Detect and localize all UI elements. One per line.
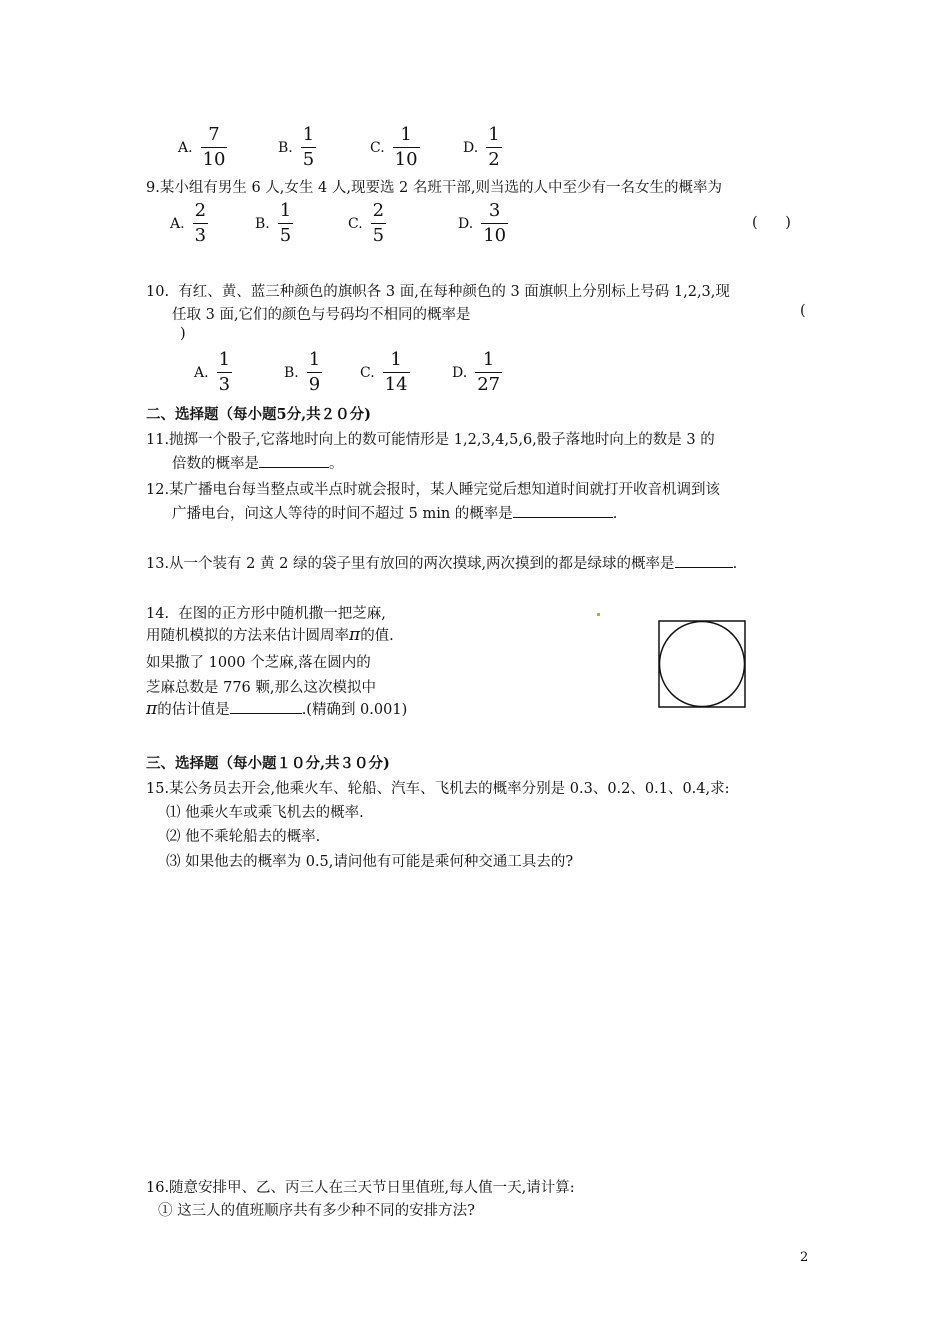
fraction: $\frac{1}{2}$ bbox=[488, 124, 500, 170]
q14-line1: 14. 在图的正方形中随机撒一把芝麻, bbox=[146, 606, 386, 622]
answer-blank[interactable] bbox=[259, 453, 329, 468]
page-number: 2 bbox=[800, 1250, 809, 1265]
pi-symbol: π bbox=[349, 625, 361, 645]
q10-option-c: C. $\frac{1}{14}$ bbox=[360, 349, 408, 395]
q8-option-d: D. $\frac{1}{2}$ bbox=[463, 124, 500, 170]
pi-symbol: π bbox=[146, 699, 158, 719]
q14-line4: 芝麻总数是 776 颗,那么这次模拟中 bbox=[146, 680, 377, 696]
q9-option-a: A. $\frac{2}{3}$ bbox=[170, 200, 207, 246]
q12-line1: 12.某广播电台每当整点或半点时就会报时，某人睡完觉后想知道时间就打开收音机调到该 bbox=[146, 482, 721, 498]
fraction: $\frac{1}{5}$ bbox=[279, 200, 292, 246]
q10-line1: 10. 有红、黄、蓝三种颜色的旗帜各 3 面,在每种颜色的 3 面旗帜上分别标上号码 1,2,3,现 bbox=[146, 284, 730, 300]
q10-paren-close: ) bbox=[180, 326, 186, 342]
fraction: $\frac{1}{3}$ bbox=[218, 349, 231, 395]
q9-option-c: C. $\frac{2}{5}$ bbox=[348, 200, 385, 246]
q16-line1: 16.随意安排甲、乙、丙三人在三天节日里值班,每人值一天,请计算: bbox=[146, 1180, 575, 1196]
q10-option-a: A. $\frac{1}{3}$ bbox=[194, 349, 231, 395]
q14-line3: 如果撒了 1000 个芝麻,落在圆内的 bbox=[146, 655, 371, 671]
fraction: $\frac{1}{14}$ bbox=[384, 349, 408, 395]
q10-option-d: D. $\frac{1}{27}$ bbox=[452, 349, 501, 395]
q9-option-d: D. $\frac{3}{10}$ bbox=[458, 200, 507, 246]
answer-blank[interactable] bbox=[513, 503, 613, 518]
q9-answer-paren: ( ) bbox=[752, 215, 791, 231]
fraction: $\frac{1}{5}$ bbox=[302, 124, 315, 170]
fraction: $\frac{2}{3}$ bbox=[194, 200, 207, 246]
inscribed-circle bbox=[660, 622, 745, 707]
square-circle-figure bbox=[658, 620, 748, 710]
q14-line2: 用随机模拟的方法来估计圆周率π的值. bbox=[146, 625, 394, 645]
q9-option-b: B. $\frac{1}{5}$ bbox=[255, 200, 292, 246]
answer-blank[interactable] bbox=[230, 699, 302, 714]
q10-line2: 任取 3 面,它们的颜色与号码均不相同的概率是 bbox=[172, 307, 471, 323]
q14-line5: π的估计值是 .(精确到 0.001) bbox=[146, 699, 408, 719]
q16-sub1: ① 这三人的值班顺序共有多少种不同的安排方法? bbox=[158, 1203, 475, 1219]
q12-line2: 广播电台，问这人等待的时间不超过 5 min 的概率是 . bbox=[172, 502, 617, 523]
fraction: $\frac{3}{10}$ bbox=[483, 200, 507, 246]
q9-text: 9.某小组有男生 6 人,女生 4 人,现要选 2 名班干部,则当选的人中至少有一名女生的概率为 bbox=[146, 180, 722, 196]
q15-sub2: ⑵ 他不乘轮船去的概率. bbox=[166, 829, 321, 845]
fraction: $\frac{1}{27}$ bbox=[477, 349, 501, 395]
q8-option-a: A. $\frac{7}{10}$ bbox=[178, 124, 226, 170]
answer-blank[interactable] bbox=[675, 553, 733, 568]
fraction: $\frac{1}{9}$ bbox=[308, 349, 321, 395]
q8-option-b: B. $\frac{1}{5}$ bbox=[278, 124, 315, 170]
q15-sub3: ⑶ 如果他去的概率为 0.5,请问他有可能是乘何种交通工具去的? bbox=[166, 854, 574, 870]
q11-line2: 倍数的概率是 。 bbox=[172, 452, 344, 473]
q10-option-b: B. $\frac{1}{9}$ bbox=[284, 349, 321, 395]
q15-line1: 15.某公务员去开会,他乘火车、轮船、汽车、飞机去的概率分别是 0.3、0.2、0.1、0.4,求: bbox=[146, 781, 730, 797]
fraction: $\frac{2}{5}$ bbox=[372, 200, 385, 246]
fraction: $\frac{7}{10}$ bbox=[202, 124, 226, 170]
decorative-dot bbox=[597, 613, 600, 616]
q8-option-c: C. $\frac{1}{10}$ bbox=[370, 124, 418, 170]
q11-line1: 11.抛掷一个骰子,它落地时向上的数可能情形是 1,2,3,4,5,6,骰子落地时向上的数是 3 的 bbox=[146, 432, 715, 448]
fraction: $\frac{1}{10}$ bbox=[394, 124, 418, 170]
q13-line1: 13.从一个装有 2 黄 2 绿的袋子里有放回的两次摸球,两次摸到的都是绿球的概率是 . bbox=[146, 552, 737, 573]
q15-sub1: ⑴ 他乘火车或乘飞机去的概率. bbox=[166, 805, 364, 821]
q10-paren-open: ( bbox=[800, 303, 806, 319]
section2-heading: 二、选择题（每小题5分,共２０分) bbox=[146, 406, 371, 423]
section3-heading: 三、选择题（每小题１０分,共３０分) bbox=[146, 755, 390, 772]
